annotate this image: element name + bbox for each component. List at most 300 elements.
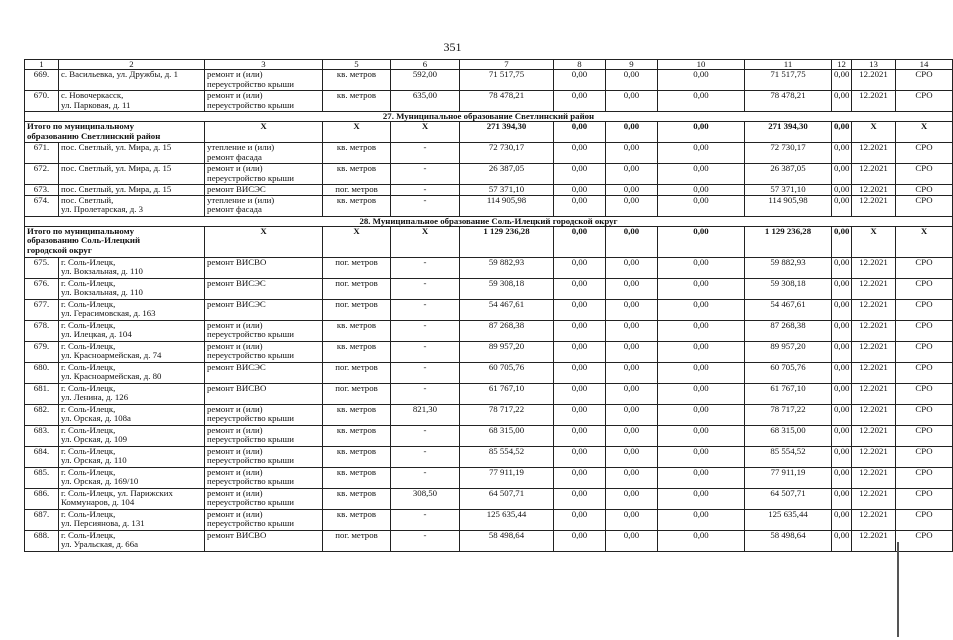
subtotal-label-line: Итого по муниципальному	[27, 225, 134, 236]
address-line: г. Соль-Илецк, ул. Парижских	[61, 487, 173, 498]
address-line: г. Соль-Илецк,	[61, 403, 116, 414]
row-number: 673.	[25, 185, 59, 196]
address	[59, 70, 205, 91]
page-number: 351	[443, 40, 462, 54]
fund-value: 0,00	[832, 383, 852, 404]
address-line: ул. Уральская, д. 66а	[61, 539, 139, 550]
completion-date: 12.2021	[852, 195, 896, 216]
area: -	[391, 143, 460, 164]
fund-value: 0,00	[554, 91, 606, 112]
fund-value: 0,00	[554, 143, 606, 164]
completion-date: X	[852, 122, 896, 143]
unit: пог. метров	[323, 530, 391, 551]
address-line: с. Новочеркасск,	[61, 90, 124, 100]
subtotal-row	[25, 226, 953, 257]
contractor-type: СРО	[896, 425, 953, 446]
address-line: ул. Герасимовская, д. 163	[61, 308, 156, 319]
fund-value: 0,00	[832, 467, 852, 488]
contractor-type: СРО	[896, 164, 953, 185]
fund-value: 0,00	[554, 488, 606, 509]
total-cost: 87 268,38	[460, 320, 554, 341]
table-row	[25, 320, 953, 341]
subtotal-label-line: городской округ	[27, 244, 92, 255]
fund-value: 0,00	[606, 226, 658, 257]
address-line: ул. Парковая, д. 11	[61, 99, 131, 110]
fund-value: 0,00	[606, 383, 658, 404]
table-row	[25, 341, 953, 362]
row-number: 675.	[25, 257, 59, 278]
fund-value: 0,00	[606, 509, 658, 530]
address	[59, 299, 205, 320]
work-type	[205, 70, 323, 91]
area: X	[391, 122, 460, 143]
fund-value: 0,00	[832, 143, 852, 164]
fund-value: 0,00	[658, 164, 745, 185]
column-number: 5	[323, 60, 391, 70]
area: 635,00	[391, 91, 460, 112]
work-type-line: переустройство крыши	[207, 476, 294, 487]
address-line: ул. Пролетарская, д. 3	[61, 204, 144, 215]
area: -	[391, 383, 460, 404]
fund-value: 0,00	[606, 91, 658, 112]
fund-value: 0,00	[832, 509, 852, 530]
work-type	[205, 143, 323, 164]
total-cost: 61 767,10	[460, 383, 554, 404]
fund-value: 0,00	[554, 122, 606, 143]
contractor-type: СРО	[896, 195, 953, 216]
subtotal-label-line: образованию Соль-Илецкий	[27, 235, 141, 246]
row-number: 681.	[25, 383, 59, 404]
fund-value: 78 717,22	[745, 404, 832, 425]
work-type: X	[205, 226, 323, 257]
unit: кв. метров	[323, 91, 391, 112]
fund-value: 0,00	[658, 362, 745, 383]
column-number: 9	[606, 60, 658, 70]
fund-value: 0,00	[832, 257, 852, 278]
address-line: г. Соль-Илецк,	[61, 424, 116, 435]
fund-value: 0,00	[832, 320, 852, 341]
area: -	[391, 446, 460, 467]
contractor-type: X	[896, 122, 953, 143]
fund-value: 125 635,44	[745, 509, 832, 530]
fund-value: 0,00	[554, 509, 606, 530]
total-cost: 54 467,61	[460, 299, 554, 320]
area: -	[391, 320, 460, 341]
table-row	[25, 467, 953, 488]
fund-value: 0,00	[606, 70, 658, 91]
fund-value: 59 308,18	[745, 278, 832, 299]
fund-value: 0,00	[832, 70, 852, 91]
work-type-line: утепление и (или)	[207, 194, 275, 205]
work-type-line: ремонт ВИСВО	[207, 529, 267, 540]
fund-value: 0,00	[554, 70, 606, 91]
total-cost: 58 498,64	[460, 530, 554, 551]
row-number: 670.	[25, 91, 59, 112]
fund-value: 0,00	[658, 404, 745, 425]
unit: кв. метров	[323, 509, 391, 530]
unit: кв. метров	[323, 320, 391, 341]
total-cost: 125 635,44	[460, 509, 554, 530]
column-number: 11	[745, 60, 832, 70]
column-number: 3	[205, 60, 323, 70]
table-row	[25, 278, 953, 299]
total-cost: 57 371,10	[460, 185, 554, 196]
unit: кв. метров	[323, 70, 391, 91]
fund-value: 85 554,52	[745, 446, 832, 467]
address-line: г. Соль-Илецк,	[61, 466, 116, 477]
total-cost: 271 394,30	[460, 122, 554, 143]
fund-value: 0,00	[606, 320, 658, 341]
table-row	[25, 404, 953, 425]
fund-value: 0,00	[606, 299, 658, 320]
address	[59, 488, 205, 509]
table-row	[25, 446, 953, 467]
section-title: 28. Муниципальное образование Соль-Илецкий городской округ	[25, 216, 953, 226]
work-type-line: ремонт ВИСЭС	[207, 361, 266, 372]
address-line: ул. Орская, д. 110	[61, 455, 127, 466]
total-cost: 59 308,18	[460, 278, 554, 299]
fund-value: 71 517,75	[745, 70, 832, 91]
fund-value: 0,00	[606, 530, 658, 551]
work-type	[205, 425, 323, 446]
fund-value: 0,00	[658, 383, 745, 404]
address	[59, 404, 205, 425]
completion-date: 12.2021	[852, 488, 896, 509]
area: -	[391, 509, 460, 530]
work-type-line: ремонт и (или)	[207, 466, 263, 477]
subtotal-label	[25, 226, 205, 257]
address-line: г. Соль-Илецк,	[61, 382, 116, 393]
completion-date: 12.2021	[852, 320, 896, 341]
completion-date: 12.2021	[852, 530, 896, 551]
fund-value: 0,00	[554, 467, 606, 488]
fund-value: 0,00	[832, 299, 852, 320]
fund-value: 0,00	[832, 425, 852, 446]
row-number: 669.	[25, 70, 59, 91]
table-row	[25, 195, 953, 216]
row-number: 684.	[25, 446, 59, 467]
fund-value: 72 730,17	[745, 143, 832, 164]
fund-value: 77 911,19	[745, 467, 832, 488]
column-number: 10	[658, 60, 745, 70]
work-type-line: переустройство крыши	[207, 497, 294, 508]
area: -	[391, 467, 460, 488]
fund-value: 0,00	[832, 195, 852, 216]
address-line: пос. Светлый, ул. Мира, д. 15	[61, 184, 172, 194]
address-line: г. Соль-Илецк,	[61, 529, 116, 540]
fund-value: 0,00	[606, 122, 658, 143]
total-cost: 72 730,17	[460, 143, 554, 164]
fund-value: 0,00	[832, 404, 852, 425]
unit: пог. метров	[323, 185, 391, 196]
work-type-line: переустройство крыши	[207, 455, 294, 466]
column-number: 14	[896, 60, 953, 70]
fund-value: 0,00	[658, 70, 745, 91]
work-type	[205, 341, 323, 362]
fund-value: 0,00	[658, 509, 745, 530]
work-type	[205, 530, 323, 551]
work-type-line: ремонт ВИСЭС	[207, 298, 266, 309]
table-row	[25, 70, 953, 91]
work-type-line: ремонт ВИСВО	[207, 382, 267, 393]
row-number: 677.	[25, 299, 59, 320]
completion-date: 12.2021	[852, 383, 896, 404]
address-line: ул. Орская, д. 108а	[61, 413, 131, 424]
completion-date: 12.2021	[852, 70, 896, 91]
area: -	[391, 299, 460, 320]
fund-value: 0,00	[554, 341, 606, 362]
table-row	[25, 91, 953, 112]
fund-value: 0,00	[554, 446, 606, 467]
address-line: Коммунаров, д. 104	[61, 497, 135, 508]
fund-value: 0,00	[554, 425, 606, 446]
fund-value: 0,00	[554, 404, 606, 425]
total-cost: 78 478,21	[460, 91, 554, 112]
address	[59, 530, 205, 551]
address	[59, 341, 205, 362]
total-cost: 114 905,98	[460, 195, 554, 216]
fund-value: 0,00	[658, 341, 745, 362]
fund-value: 0,00	[658, 185, 745, 196]
column-number-header	[25, 60, 953, 70]
fund-value: 0,00	[658, 278, 745, 299]
row-number: 672.	[25, 164, 59, 185]
area: -	[391, 341, 460, 362]
unit: кв. метров	[323, 164, 391, 185]
address	[59, 195, 205, 216]
completion-date: 12.2021	[852, 446, 896, 467]
fund-value: 0,00	[832, 446, 852, 467]
contractor-type: СРО	[896, 488, 953, 509]
fund-value: 0,00	[606, 257, 658, 278]
total-cost: 1 129 236,28	[460, 226, 554, 257]
unit: пог. метров	[323, 257, 391, 278]
completion-date: 12.2021	[852, 164, 896, 185]
fund-value: 0,00	[606, 362, 658, 383]
address-line: ул. Красноармейская, д. 74	[61, 350, 162, 361]
work-type-line: ремонт ВИСЭС	[207, 184, 266, 194]
work-type	[205, 488, 323, 509]
address-line: ул. Красноармейская, д. 80	[61, 371, 162, 382]
table-row	[25, 362, 953, 383]
area: -	[391, 164, 460, 185]
fund-value: 0,00	[606, 143, 658, 164]
table-row	[25, 488, 953, 509]
area: -	[391, 185, 460, 196]
unit: кв. метров	[323, 425, 391, 446]
address	[59, 164, 205, 185]
fund-value: 0,00	[606, 164, 658, 185]
fund-value: 0,00	[606, 195, 658, 216]
fund-value: 60 705,76	[745, 362, 832, 383]
fund-value: 0,00	[554, 257, 606, 278]
address-line: г. Соль-Илецк,	[61, 298, 116, 309]
work-type-line: переустройство крыши	[207, 350, 294, 361]
unit: кв. метров	[323, 341, 391, 362]
fund-value: 0,00	[832, 278, 852, 299]
fund-value: 0,00	[554, 320, 606, 341]
address-line: г. Соль-Илецк,	[61, 445, 116, 456]
fund-value: 0,00	[832, 164, 852, 185]
row-number: 687.	[25, 509, 59, 530]
work-type-line: переустройство крыши	[207, 434, 294, 445]
address	[59, 509, 205, 530]
address-line: г. Соль-Илецк,	[61, 361, 116, 372]
work-type-line: ремонт и (или)	[207, 340, 263, 351]
completion-date: 12.2021	[852, 278, 896, 299]
fund-value: 0,00	[832, 185, 852, 196]
address-line: ул. Вокзальная, д. 110	[61, 266, 143, 277]
work-type	[205, 467, 323, 488]
address-line: ул. Илецкая, д. 104	[61, 329, 132, 340]
contractor-type: СРО	[896, 320, 953, 341]
row-number: 676.	[25, 278, 59, 299]
contractor-type: СРО	[896, 530, 953, 551]
contractor-type: СРО	[896, 278, 953, 299]
fund-value: 0,00	[658, 425, 745, 446]
subtotal-label-line: образованию Светлинский район	[27, 130, 161, 141]
fund-value: 0,00	[554, 185, 606, 196]
fund-value: 0,00	[606, 278, 658, 299]
contractor-type: СРО	[896, 404, 953, 425]
work-type	[205, 185, 323, 196]
address-line: ул. Ленина, д. 126	[61, 392, 129, 403]
work-type-line: ремонт и (или)	[207, 487, 263, 498]
total-cost: 64 507,71	[460, 488, 554, 509]
fund-value: 1 129 236,28	[745, 226, 832, 257]
fund-value: 0,00	[658, 226, 745, 257]
contractor-type: СРО	[896, 467, 953, 488]
fund-value: 0,00	[658, 446, 745, 467]
address	[59, 257, 205, 278]
section-header-row	[25, 216, 953, 226]
completion-date: 12.2021	[852, 404, 896, 425]
fund-value: 54 467,61	[745, 299, 832, 320]
work-type	[205, 195, 323, 216]
address	[59, 383, 205, 404]
work-type	[205, 446, 323, 467]
work-type-line: ремонт и (или)	[207, 508, 263, 519]
address	[59, 143, 205, 164]
table-row	[25, 185, 953, 196]
fund-value: 0,00	[832, 488, 852, 509]
contractor-type: СРО	[896, 383, 953, 404]
table-row	[25, 143, 953, 164]
area: 592,00	[391, 70, 460, 91]
completion-date: 12.2021	[852, 362, 896, 383]
fund-value: 0,00	[658, 122, 745, 143]
area: X	[391, 226, 460, 257]
table-row	[25, 257, 953, 278]
address	[59, 467, 205, 488]
address	[59, 185, 205, 196]
contractor-type: СРО	[896, 257, 953, 278]
section-title: 27. Муниципальное образование Светлинский район	[25, 112, 953, 122]
work-type-line: переустройство крыши	[207, 329, 294, 340]
address	[59, 278, 205, 299]
address-line: г. Соль-Илецк,	[61, 256, 116, 267]
work-type-line: ремонт и (или)	[207, 90, 263, 100]
work-type	[205, 91, 323, 112]
fund-value: 0,00	[832, 530, 852, 551]
capital-repair-table	[24, 59, 953, 552]
unit: кв. метров	[323, 143, 391, 164]
row-number: 688.	[25, 530, 59, 551]
unit: X	[323, 226, 391, 257]
area: -	[391, 362, 460, 383]
contractor-type: X	[896, 226, 953, 257]
fund-value: 68 315,00	[745, 425, 832, 446]
total-cost: 77 911,19	[460, 467, 554, 488]
contractor-type: СРО	[896, 91, 953, 112]
row-number: 678.	[25, 320, 59, 341]
address-line: ул. Орская, д. 169/10	[61, 476, 139, 487]
fund-value: 0,00	[658, 257, 745, 278]
total-cost: 78 717,22	[460, 404, 554, 425]
completion-date: 12.2021	[852, 467, 896, 488]
fund-value: 0,00	[554, 226, 606, 257]
work-type-line: ремонт фасада	[207, 204, 262, 215]
fund-value: 87 268,38	[745, 320, 832, 341]
work-type	[205, 164, 323, 185]
row-number: 682.	[25, 404, 59, 425]
address	[59, 425, 205, 446]
section-header-row	[25, 112, 953, 122]
fund-value: 0,00	[554, 278, 606, 299]
contractor-type: СРО	[896, 185, 953, 196]
address-line: пос. Светлый,	[61, 194, 114, 205]
work-type-line: ремонт и (или)	[207, 69, 263, 79]
fund-value: 0,00	[606, 446, 658, 467]
subtotal-row	[25, 122, 953, 143]
row-number: 685.	[25, 467, 59, 488]
total-cost: 85 554,52	[460, 446, 554, 467]
fund-value: 0,00	[606, 488, 658, 509]
unit: X	[323, 122, 391, 143]
fund-value: 0,00	[554, 195, 606, 216]
fund-value: 0,00	[554, 299, 606, 320]
contractor-type: СРО	[896, 509, 953, 530]
area: 308,50	[391, 488, 460, 509]
completion-date: 12.2021	[852, 341, 896, 362]
fund-value: 0,00	[554, 383, 606, 404]
completion-date: 12.2021	[852, 185, 896, 196]
fund-value: 0,00	[606, 467, 658, 488]
fund-value: 61 767,10	[745, 383, 832, 404]
fund-value: 0,00	[658, 467, 745, 488]
total-cost: 26 387,05	[460, 164, 554, 185]
column-number: 7	[460, 60, 554, 70]
fund-value: 0,00	[658, 195, 745, 216]
work-type	[205, 383, 323, 404]
work-type-line: ремонт ВИСЭС	[207, 277, 266, 288]
address-line: ул. Вокзальная, д. 110	[61, 287, 143, 298]
area: -	[391, 425, 460, 446]
unit: пог. метров	[323, 299, 391, 320]
area: -	[391, 278, 460, 299]
address	[59, 362, 205, 383]
column-number: 13	[852, 60, 896, 70]
work-type	[205, 362, 323, 383]
fund-value: 0,00	[658, 320, 745, 341]
row-number: 671.	[25, 143, 59, 164]
total-cost: 89 957,20	[460, 341, 554, 362]
fund-value: 0,00	[658, 488, 745, 509]
work-type-line: ремонт и (или)	[207, 424, 263, 435]
table-row	[25, 509, 953, 530]
subtotal-label-line: Итого по муниципальному	[27, 121, 134, 131]
fund-value: 0,00	[832, 362, 852, 383]
